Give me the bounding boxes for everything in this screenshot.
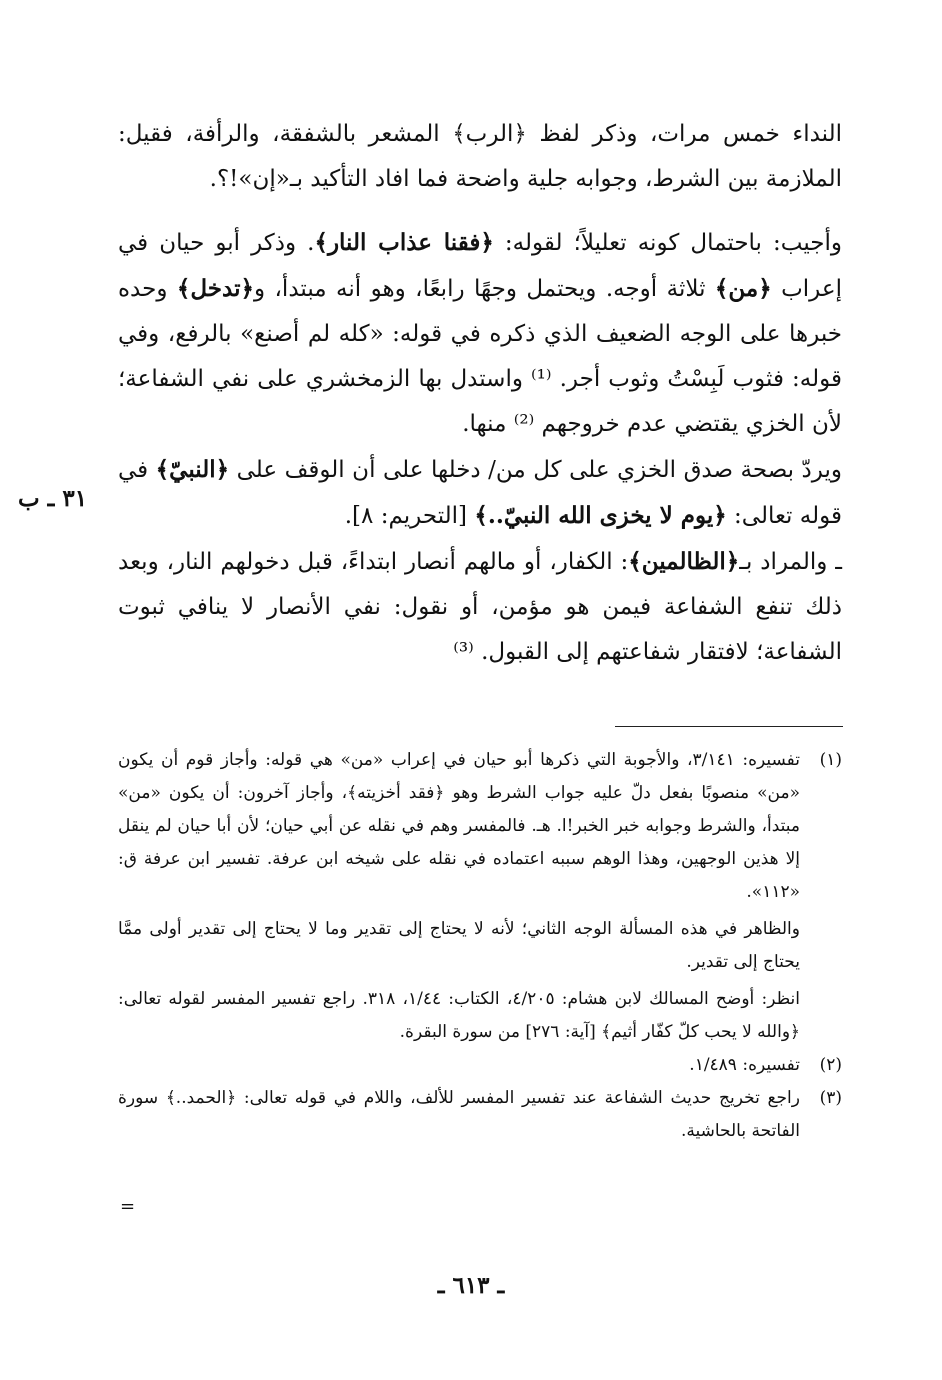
paragraph-text: . وذكر أبو حيان في إعراب [118,230,842,302]
footnote-text: تفسيره: ١/٤٨٩. [689,1055,800,1075]
footnote-2 [118,1049,842,1082]
footnote-number: (١) [819,750,842,770]
paragraph-text: النداء خمس مرات، وذكر لفظ ﴿الرب﴾ المشعر بالشفقة، والرأفة، فقيل: الملازمة بين الشرط، وجوابه جلية واضحة فما افاد التأكيد بـ«إن»!؟. [118,121,842,192]
quran-quote: ﴿النبيّ﴾ [155,456,230,483]
paragraph-text: : الكفار، أو مالهم أنصار ابتداءً، قبل دخولهم النار، وبعد ذلك تنفع الشفاعة فيمن هو مؤمن، أو نقول: نفي الأنصار لا ينافي ثبوت الشفاعة؛ لافتقار شفاعتهم إلى القبول. ⁽³⁾ [118,549,842,665]
footnote-3 [118,1082,842,1148]
page-number: ـ ٦١٣ ـ [437,1272,505,1299]
paragraph [118,539,842,675]
paragraph [118,220,842,447]
paragraph-text: وحده خبرها على الوجه الضعيف الذي ذكره في قوله: «كله لم أصنع» بالرفع، وفي قوله: فثوب لَبِسْتُ وثوب أجر. ⁽¹⁾ واستدل بها الزمخشري على نفي الشفاعة؛ لأن الخزي يقتضي عدم خروجهم ⁽²⁾ منها. [118,276,843,437]
footnote-text: انظر: أوضح المسالك لابن هشام: ٤/٢٠٥، الكتاب: ١/٤٤، ٣١٨. راجع تفسير المفسر لقوله تعالى: ﴿والله لا يحب كلّ كفّار أثيم﴾ [آية: ٢٧٦] من سورة البقرة. [118,989,800,1042]
paragraph-text: في قوله تعالى: [118,457,842,529]
continuation-mark: = [120,1196,136,1217]
paragraph [118,447,842,539]
paragraph-text: وأجيب: باحتمال كونه تعليلاً؛ لقوله: [493,230,842,256]
paragraph-text: [التحريم: ٨]. [344,503,475,529]
paragraph [118,112,842,202]
footnote-text: والظاهر في هذه المسألة الوجه الثاني؛ لأنه لا يحتاج إلى تقدير وما لا يحتاج إلى تقدير أولى ممَّا يحتاج إلى تقدير. [118,919,800,972]
footnotes [118,744,842,1148]
footnote-number: (٣) [819,1088,842,1108]
quran-quote: ﴿من﴾ [714,275,772,302]
quran-quote: ﴿فقنا عذاب النار﴾ [314,229,494,256]
main-text [118,112,842,675]
footnote-separator [615,726,843,727]
footnote-text: تفسيره: ٣/١٤١، والأجوبة التي ذكرها أبو حيان في إعراب «من» هي قوله: وأجاز قوم أن يكون «من» منصوبًا بفعل دلّ عليه جواب الشرط وهو ﴿فقد أخزيته﴾، وأجاز آخرون: أن يكون «من» مبتدأ، والشرط وجوابه خبر الخبر!ا. هـ. فالمفسر وهم في نقله عن أبي حيان؛ لأن أبا حيان لم ينقل إلا هذين الوجهين، وهذا الوهم سببه اعتماده في نقله على شيخه ابن عرفة. تفسير ابن عرفة ق: «١١٢». [118,750,800,902]
footnote-number: (٢) [819,1055,842,1075]
paragraph-text: ثلاثة أوجه. ويحتمل وجهًا رابعًا، وهو أنه مبتدأ، و [253,276,715,302]
paragraph-text: ويردّ بصحة صدق الخزي على كل من/ دخلها على أن الوقف على [229,457,842,483]
quran-quote: ﴿الظالمين﴾ [628,548,740,575]
quran-quote: ﴿تدخل﴾ [176,275,254,302]
quran-quote: ﴿يوم لا يخزى الله النبيّ..﴾ [474,502,727,529]
paragraph-text: ـ والمراد بـ [739,549,843,575]
manuscript-folio-note: ٣١ ـ ب [18,485,88,512]
footnote-1 [118,744,842,1049]
footnote-text: راجع تخريج حديث الشفاعة عند تفسير المفسر للألف، واللام في قوله تعالى: ﴿الحمد..﴾ سورة الفاتحة بالحاشية. [118,1088,800,1141]
